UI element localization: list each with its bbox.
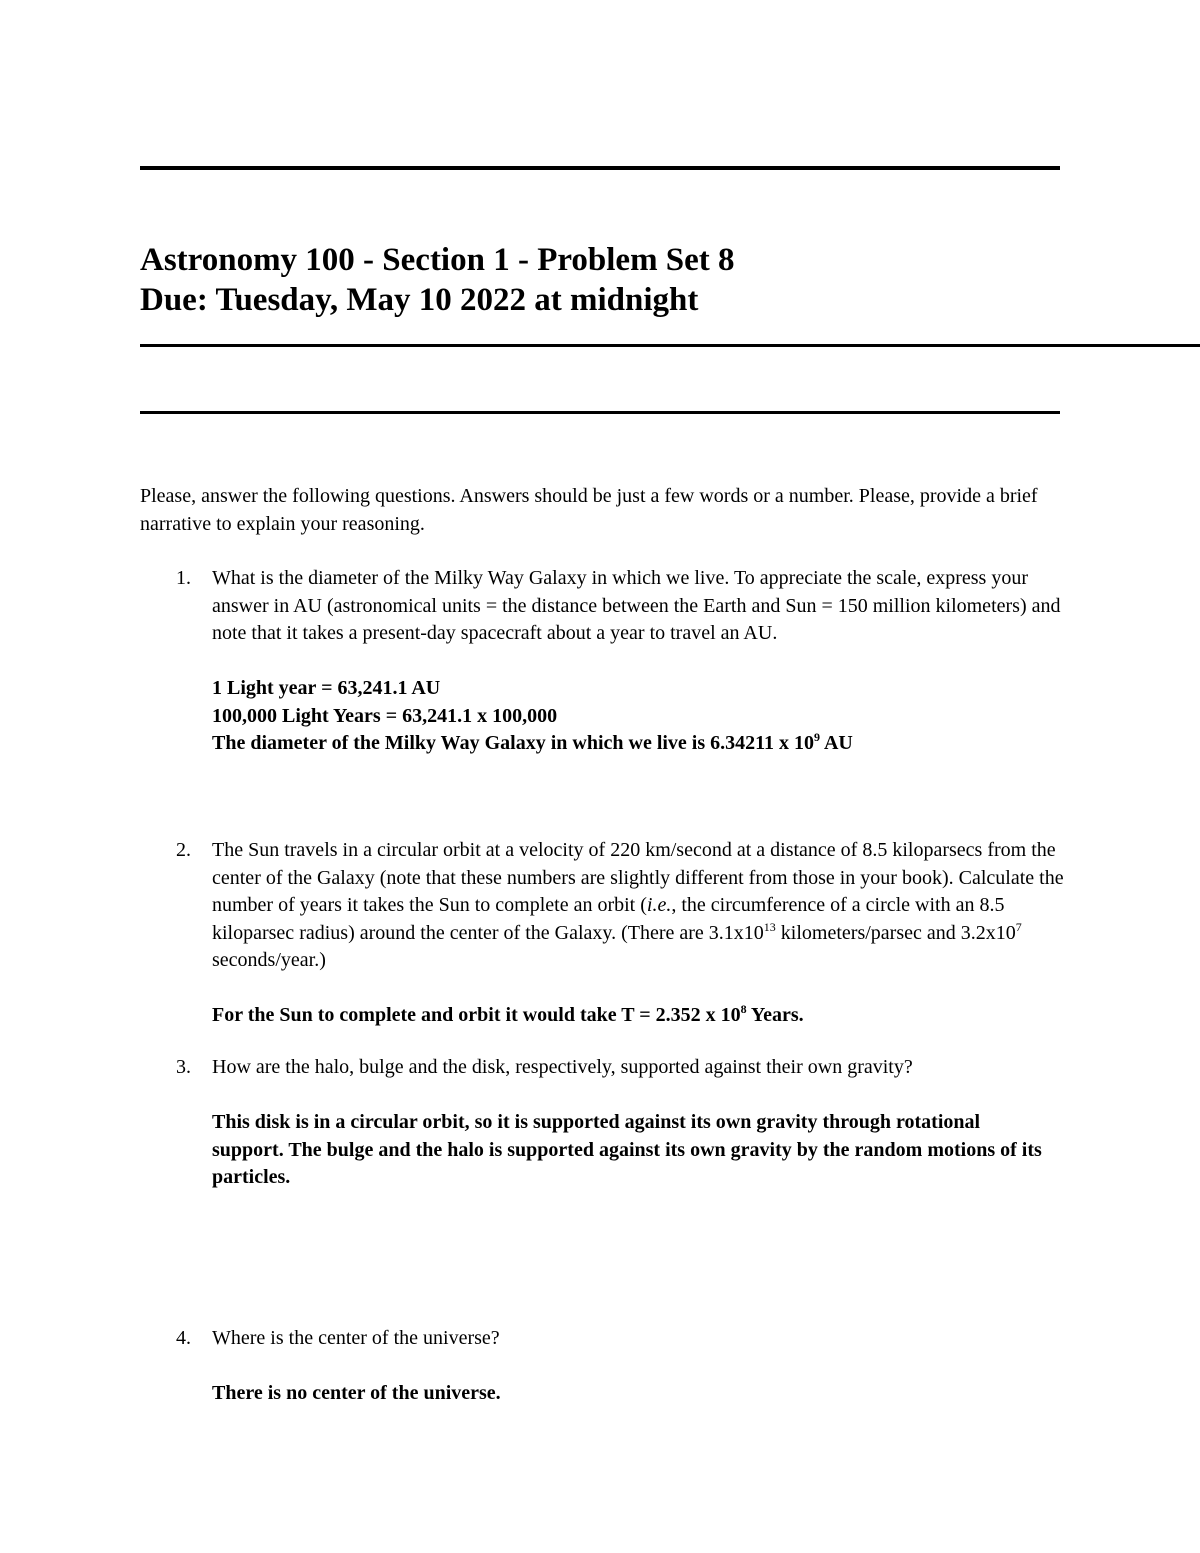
answer (212, 675, 1070, 758)
question-number: 4. (176, 1327, 191, 1349)
answer-line: 100,000 Light Years = 63,241.1 x 100,000 (212, 704, 558, 727)
answer: There is no center of the universe. (212, 1382, 501, 1404)
page-title (140, 240, 735, 320)
question-text: The Sun travels in a circular orbit at a velocity of 220 km/second at a distance of 8.5 kiloparsecs from the center of the Galaxy (note that these numbers are slightly different from those in your book). Calculate the number of years it takes the Sun to complete an orbit (i.e., the circumference of a circle with an 8.5 kiloparsec radius) around the center of the Galaxy. (There are $3.1x10^{13}$ kilometers/parsec and $3.2x10^7$ seconds/year.) (212, 839, 1064, 971)
title-line-2: Due: Tuesday, May 10 2022 at midnight (140, 282, 699, 318)
question-4 (140, 1325, 1070, 1408)
question-3 (140, 1054, 1070, 1192)
question-text: Where is the center of the universe? (212, 1327, 500, 1349)
question-text: What is the diameter of the Milky Way Galaxy in which we live. To appreciate the scale, express your answer in AU (astronomical units = the distance between the Earth and Sun = 150 million kilometers) and note that it takes a present-day spacecraft about a year to travel an AU. (212, 567, 1061, 644)
question-1 (140, 565, 1070, 758)
question-number: 2. (176, 839, 191, 861)
title-line-1: Astronomy 100 - Section 1 - Problem Set 8 (140, 242, 735, 278)
question-number: 3. (176, 1056, 191, 1078)
answer-line: The diameter of the Milky Way Galaxy in which we live is 6.34211 x $10^9$ AU (212, 730, 853, 754)
section-rule (140, 411, 1060, 414)
question-number: 1. (176, 567, 191, 589)
top-rule (140, 166, 1060, 170)
answer: This disk is in a circular orbit, so it is supported against its own gravity through rotational support. The bulge and the halo is supported against its own gravity by the random motions of its particles. (212, 1111, 1042, 1188)
intro-paragraph: Please, answer the following questions. Answers should be just a few words or a number. Please, provide a brief narrative to explain your reasoning. (140, 485, 1038, 535)
answer: For the Sun to complete and orbit it would take T = 2.352 x $10^8$ Years. (212, 1002, 804, 1026)
title-bottom-rule (140, 344, 1200, 347)
answer-line: 1 Light year = 63,241.1 AU (212, 677, 441, 699)
question-2 (140, 837, 1070, 1030)
question-text: How are the halo, bulge and the disk, respectively, supported against their own gravity? (212, 1056, 913, 1078)
